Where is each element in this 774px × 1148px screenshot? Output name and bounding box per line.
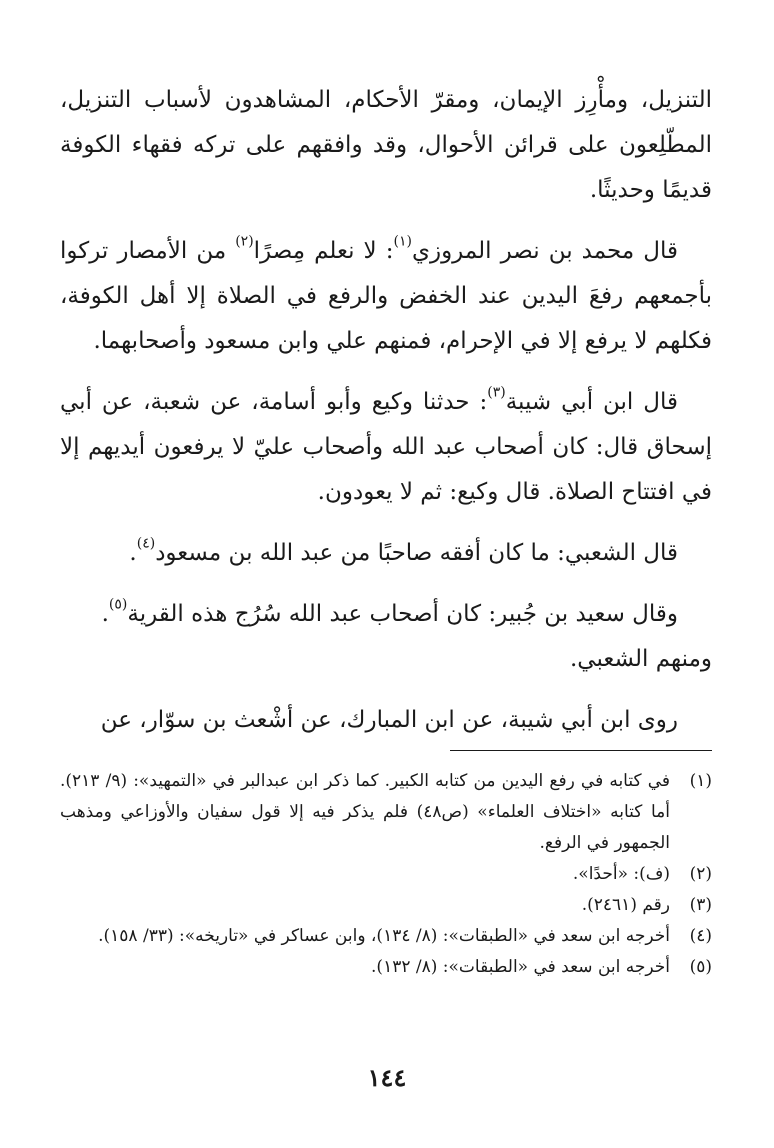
footnote-1 xyxy=(60,766,712,859)
footnote-text: أخرجه ابن سعد في «الطبقات»: (٨/ ١٣٤)، وابن عساكر في «تاريخه»: (٣٣/ ١٥٨). xyxy=(98,926,670,946)
footnote-divider xyxy=(450,750,712,751)
footnote-ref-4: (٤) xyxy=(136,535,156,552)
footnote-3 xyxy=(60,890,712,921)
paragraph-3: قال ابن أبي شيبة$^{(٣)}$: حدثنا وكيع وأبو أسامة، عن شعبة، عن أبي إسحاق قال: كان أصحاب عبد الله وأصحاب عليّ لا يرفعون أيديهم إلا في افتتاح الصلاة. قال وكيع: ثم لا يعودون. xyxy=(60,384,712,505)
footnote-number: (٢) xyxy=(689,864,712,884)
paragraph-1: التنزيل، ومأْرِز الإيمان، ومقرّ الأحكام، المشاهدون لأسباب التنزيل، المطّلِعون على قرائن الأحوال، وقد وافقهم على تركه فقهاء الكوفة قديمًا وحديثًا. xyxy=(60,87,712,203)
footnote-text: (ف): «أحدًا». xyxy=(572,864,670,884)
footnotes xyxy=(60,766,712,983)
page-number: ١٤٤ xyxy=(367,1063,407,1092)
footnote-number: (١) xyxy=(689,771,712,791)
footnote-ref-5: (٥) xyxy=(108,596,128,613)
footnote-number: (٥) xyxy=(689,957,712,977)
footnote-text: أخرجه ابن سعد في «الطبقات»: (٨/ ١٣٢). xyxy=(371,957,670,977)
footnote-5 xyxy=(60,952,712,983)
paragraph-2: قال محمد بن نصر المروزي$^{(١)}$: لا نعلم مِصرًا$^{(٢)}$ من الأمصار تركوا بأجمعهم رفعَ اليدين عند الخفض والرفع في الصلاة إلا أهل الكوفة، فكلهم لا يرفع إلا في الإحرام، فمنهم علي وابن مسعود وأصحابهما. xyxy=(60,233,712,354)
footnote-ref-1: (١) xyxy=(393,233,412,250)
footnote-2 xyxy=(60,859,712,890)
footnote-number: (٣) xyxy=(689,895,712,915)
footnote-number: (٤) xyxy=(689,926,712,946)
footnote-text: في كتابه في رفع اليدين من كتابه الكبير. كما ذكر ابن عبدالبر في «التمهيد»: (٩/ ٢١٣). أما كتابه «اختلاف العلماء» (ص٤٨) فلم يذكر فيه إلا قول سفيان والأوزاعي ومذهب الجمهور في الرفع. xyxy=(60,771,670,853)
paragraph-4: قال الشعبي: ما كان أفقه صاحبًا من عبد الله بن مسعود$^{(٤)}$. xyxy=(129,535,678,566)
footnote-text: رقم (٢٤٦١). xyxy=(581,895,670,915)
footnote-ref-2: (٢) xyxy=(235,233,254,250)
footnote-ref-3: (٣) xyxy=(487,384,506,401)
footnote-4 xyxy=(60,921,712,952)
main-text xyxy=(60,78,712,743)
paragraph-5: وقال سعيد بن جُبير: كان أصحاب عبد الله سُرُج هذه القرية$^{(٥)}$. xyxy=(101,596,678,627)
paragraph-6: ومنهم الشعبي. xyxy=(569,646,712,672)
paragraph-7: روى ابن أبي شيبة، عن ابن المبارك، عن أشْعث بن سوّار، عن xyxy=(100,707,678,733)
